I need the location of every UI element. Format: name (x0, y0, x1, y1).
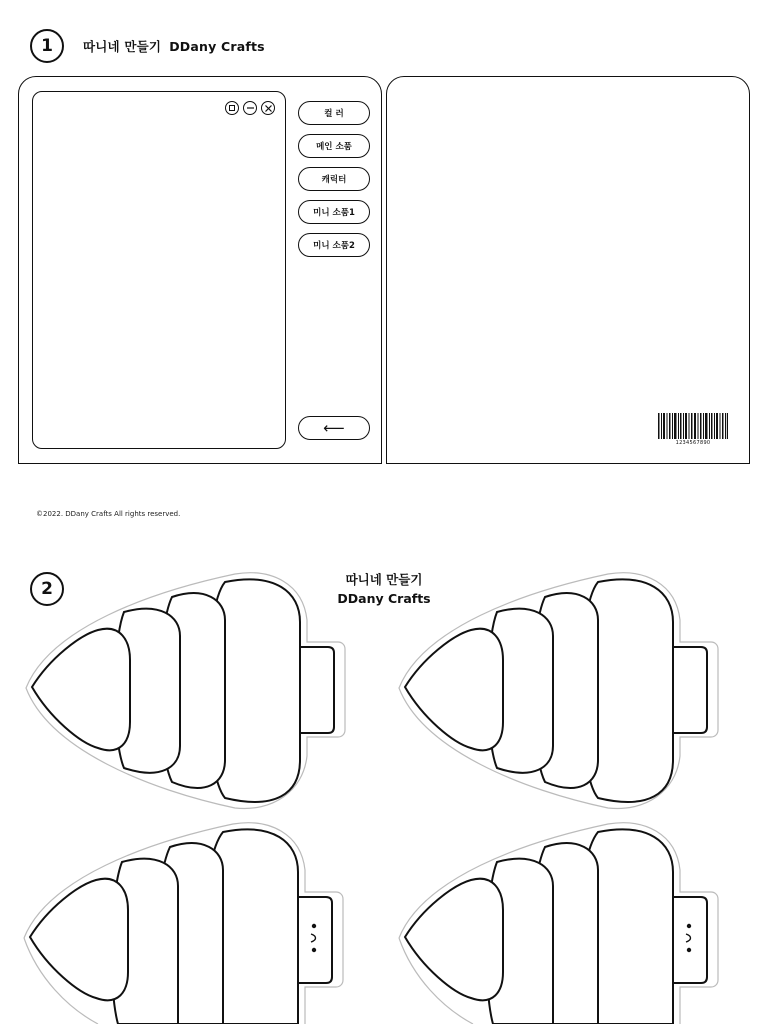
menu-mini-props-2-button[interactable]: 미니 소품2 (298, 233, 370, 257)
menu-main-props-button[interactable]: 메인 소품 (298, 134, 370, 158)
menu-character-button[interactable]: 캐릭터 (298, 167, 370, 191)
back-arrow-icon: ⟵ (323, 419, 345, 437)
minimize-icon[interactable] (243, 101, 257, 115)
screen-area (32, 91, 286, 449)
cone-shape-top-right (393, 570, 723, 816)
square-icon[interactable] (225, 101, 239, 115)
barcode-bars-icon (658, 413, 728, 439)
barcode-number: 1234567890 (675, 440, 711, 446)
cone-shape-bottom-right (393, 818, 723, 1024)
cone-shape-top-left (20, 570, 350, 816)
laptop-back-panel (386, 76, 750, 464)
step-2-number: 2 (41, 579, 53, 599)
step-1-badge (30, 29, 64, 63)
window-controls (225, 101, 275, 115)
barcode (658, 413, 728, 446)
title-english: DDany Crafts (169, 39, 265, 54)
menu-color-button[interactable]: 컬 러 (298, 101, 370, 125)
copyright-text: ©2022. DDany Crafts All rights reserved. (36, 510, 181, 518)
step-1-number: 1 (41, 36, 53, 56)
title-korean: 따니네 만들기 (345, 572, 423, 587)
close-icon[interactable] (261, 101, 275, 115)
section-1-title (83, 37, 265, 55)
title-english: DDany Crafts (337, 591, 431, 606)
menu-mini-props-1-button[interactable]: 미니 소품1 (298, 200, 370, 224)
cone-shape-bottom-left (18, 818, 348, 1024)
back-button[interactable] (298, 416, 370, 440)
title-korean: 따니네 만들기 (83, 39, 162, 54)
menu-list (298, 101, 370, 266)
laptop-screen-panel (18, 76, 382, 464)
